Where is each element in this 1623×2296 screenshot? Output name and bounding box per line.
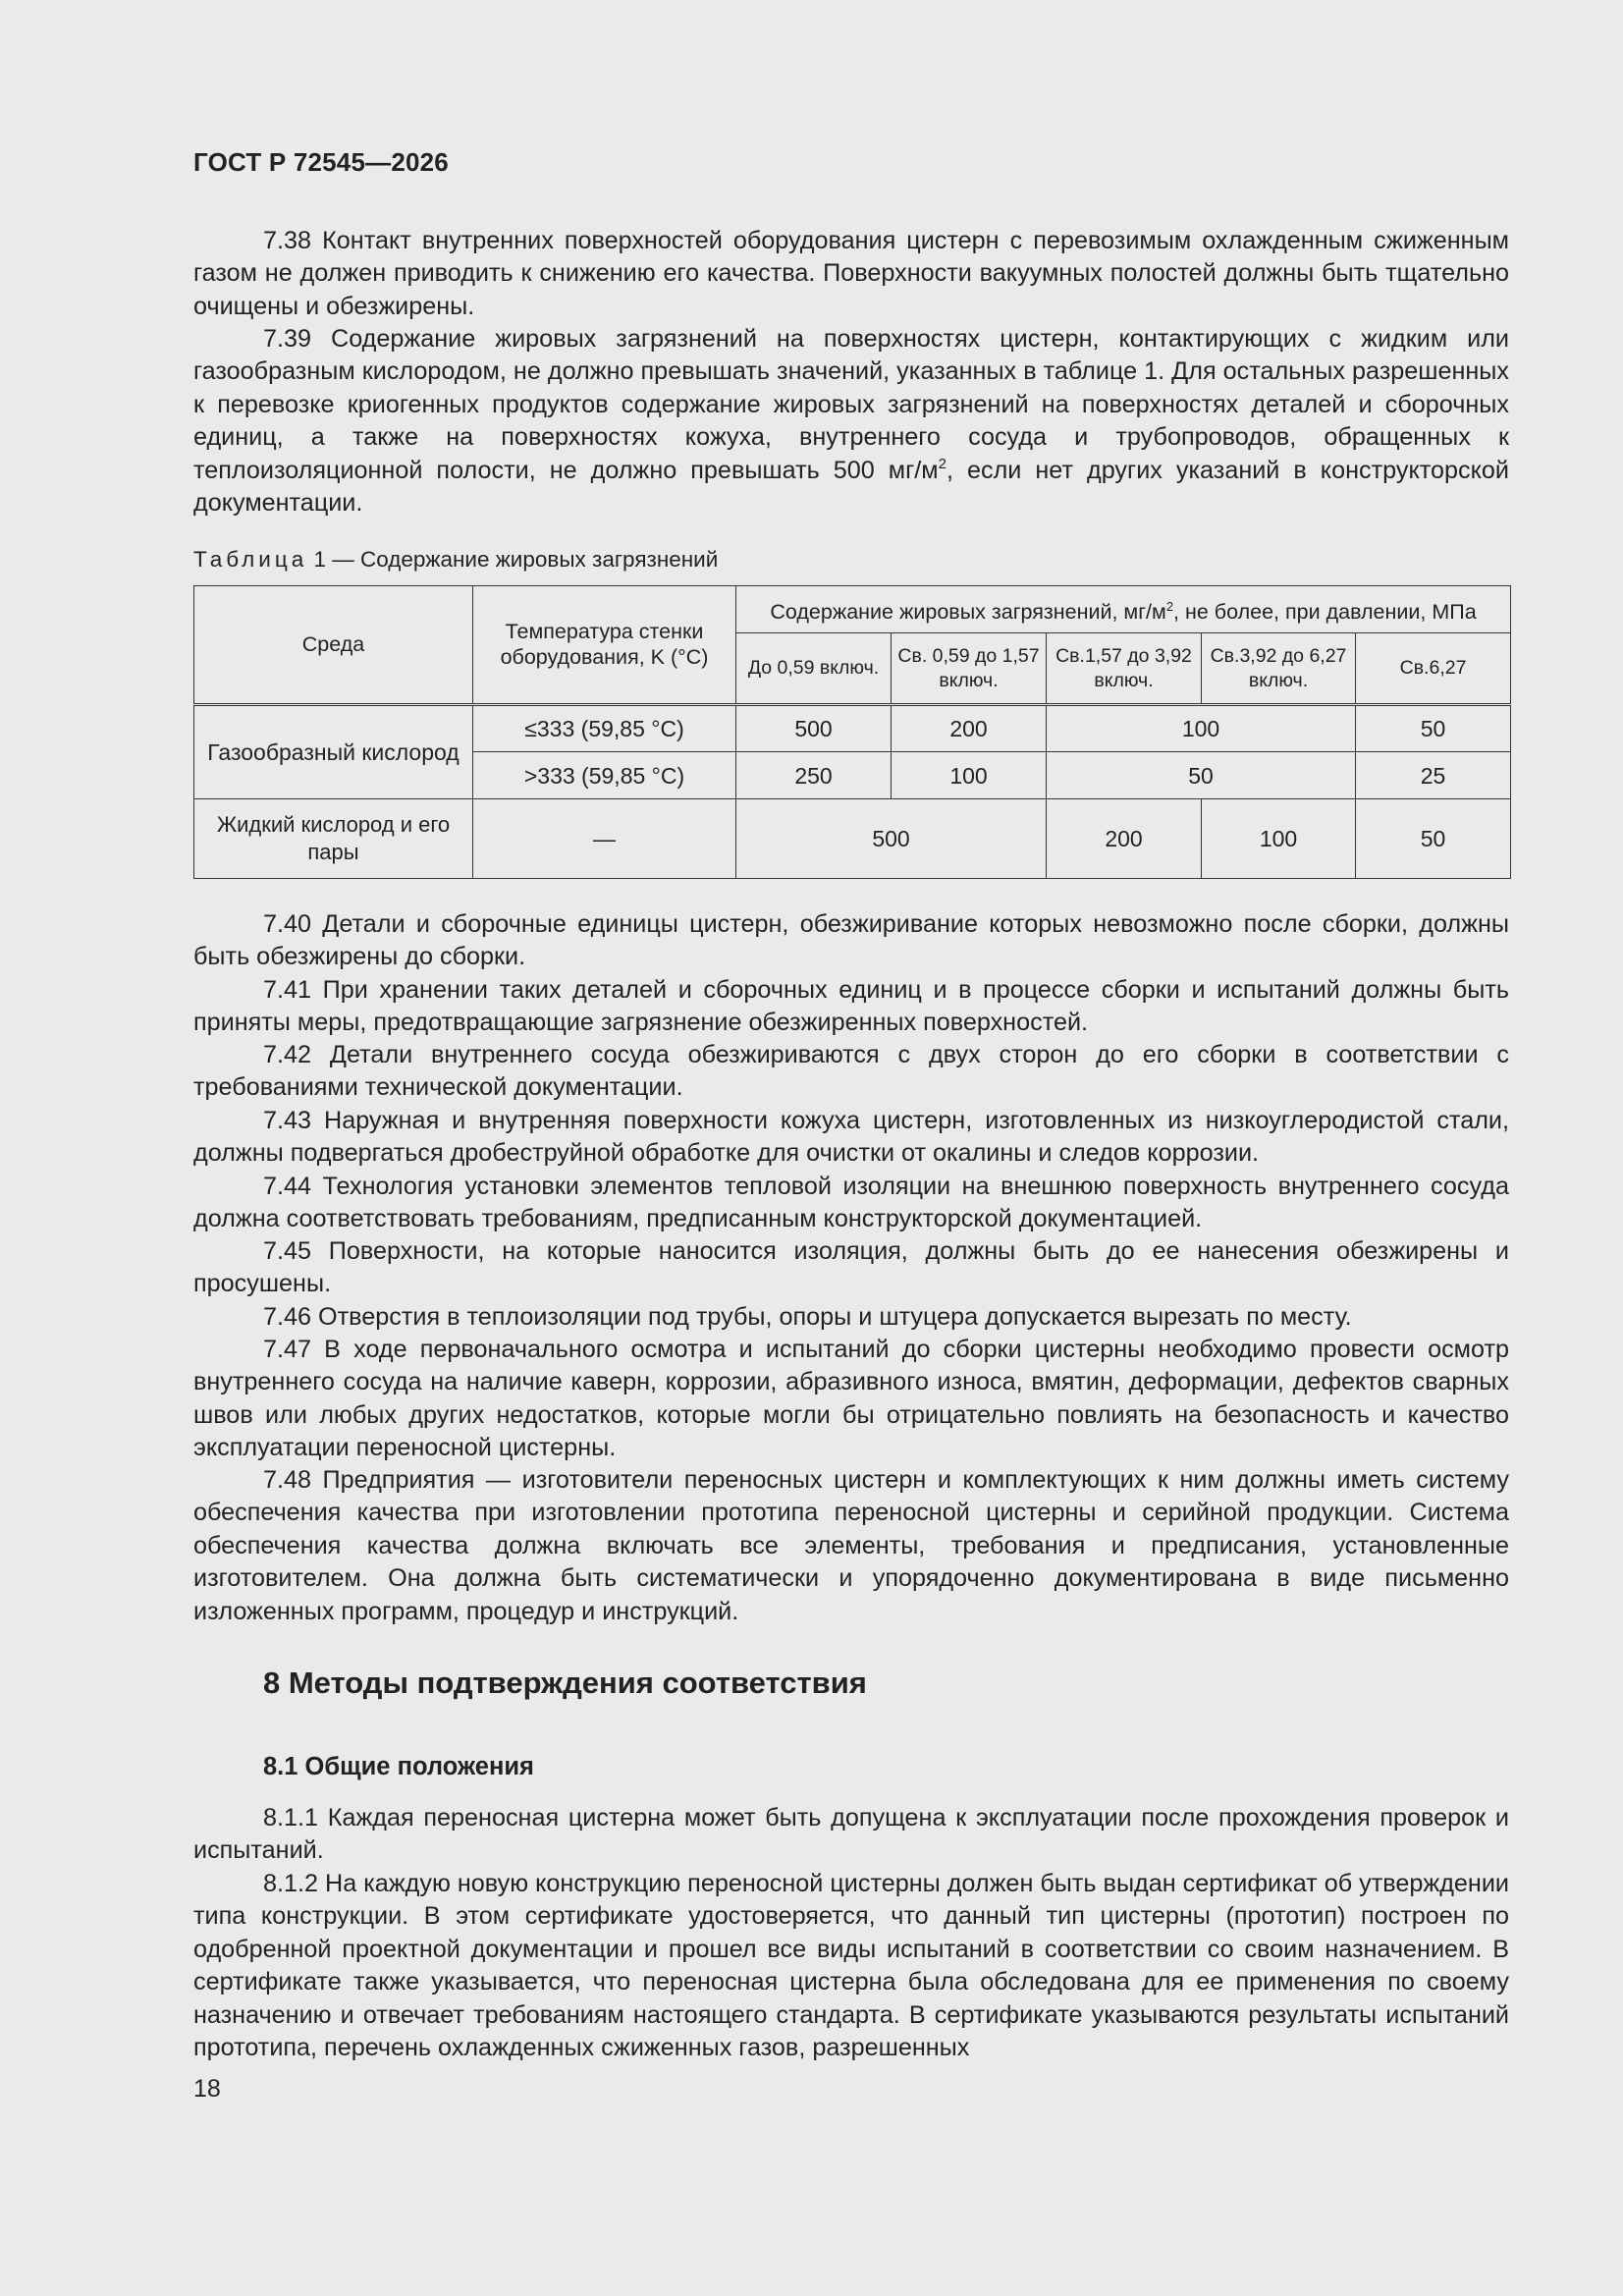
paragraph-7-39-text: 7.39 Содержание жировых загрязнений на поверхностях цистерн, контактирующих с жидким или газообразным кислородом, не должно превышать значений, указанных в таблице 1. Для остальных разрешенных к перевозке криогенных продуктов содержание жировых загрязнений на поверхностях деталей и сборочных единиц, а также на поверхностях кожуха, внутреннего сосуда и трубопроводов, обращенных к теплоизоляционной полости, не должно превышать 500 мг/м bbox=[193, 325, 1509, 484]
header-contamination-text: Содержание жировых загрязнений, мг/м bbox=[770, 600, 1166, 625]
header-contamination-tail: , не более, при давлении, МПа bbox=[1173, 600, 1477, 625]
cell-gas-row1-v1: 500 bbox=[736, 704, 892, 751]
section-8-title: 8 Методы подтверждения соответствия bbox=[263, 1666, 867, 1700]
cell-gas-row1-v34: 100 bbox=[1047, 704, 1356, 751]
cell-gas-row2-v1: 250 bbox=[736, 752, 892, 799]
cell-liquid-v3: 200 bbox=[1047, 799, 1202, 879]
cell-gas-row2-temp: >333 (59,85 °С) bbox=[473, 752, 736, 799]
cell-liquid-v12: 500 bbox=[736, 799, 1047, 879]
fat-contamination-table bbox=[193, 585, 1511, 879]
cell-gas-row1-v2: 200 bbox=[892, 704, 1047, 751]
paragraph-7-41: 7.41 При хранении таких деталей и сборочных единиц и в процессе сборки и испытаний должны быть приняты меры, предотвращающие загрязнение обезжиренных поверхностей. bbox=[193, 976, 1509, 1037]
cell-gas-row2-v2: 100 bbox=[892, 752, 1047, 799]
paragraph-7-47: 7.47 В ходе первоначального осмотра и испытаний до сборки цистерны необходимо провести осмотр внутреннего сосуда на наличие каверн, коррозии, абразивного износа, вмятин, деформации, дефектов сварных швов или любых других недостатков, которые могли бы отрицательно повлиять на безопасность и качество эксплуатации переносной цистерны. bbox=[193, 1336, 1509, 1462]
header-contamination-superscript: 2 bbox=[1165, 599, 1174, 615]
cell-liquid-v4: 100 bbox=[1202, 799, 1356, 879]
table-caption-word: Таблица bbox=[193, 547, 308, 572]
section-8-1-title: 8.1 Общие положения bbox=[263, 1753, 534, 1780]
header-contamination-group bbox=[736, 586, 1511, 633]
paragraph-7-38: 7.38 Контакт внутренних поверхностей оборудования цистерн с перевозимым охлажденным сжиженным газом не должен приводить к снижению его качества. Поверхности вакуумных полостей должны быть тщательно очищены и обезжирены. bbox=[193, 227, 1509, 320]
page-number: 18 bbox=[193, 2075, 221, 2103]
header-pressure-1: До 0,59 включ. bbox=[736, 633, 892, 704]
paragraph-7-39 bbox=[193, 323, 1509, 519]
header-medium: Среда bbox=[194, 586, 473, 705]
header-pressure-2: Св. 0,59 до 1,57 включ. bbox=[892, 633, 1047, 704]
cell-gas-row2-v34: 50 bbox=[1047, 752, 1356, 799]
table-row bbox=[194, 704, 1511, 751]
cell-gas-row1-v5: 50 bbox=[1356, 704, 1511, 751]
table-caption-title: 1 — Содержание жировых загрязнений bbox=[307, 547, 719, 572]
document-header: ГОСТ Р 72545—2026 bbox=[193, 147, 449, 177]
cell-liquid-temp: — bbox=[473, 799, 736, 879]
paragraph-7-40: 7.40 Детали и сборочные единицы цистерн, обезжиривание которых невозможно после сборки, должны быть обезжирены до сборки. bbox=[193, 910, 1509, 971]
paragraph-7-45: 7.45 Поверхности, на которые наносится изоляция, должны быть до ее нанесения обезжирены и просушены. bbox=[193, 1237, 1509, 1298]
header-pressure-5: Св.6,27 bbox=[1356, 633, 1511, 704]
paragraph-8-1-2: 8.1.2 На каждую новую конструкцию переносной цистерны должен быть выдан сертификат об утверждении типа конструкции. В этом сертификате удостоверяется, что данный тип цистерны (прототип) построен по одобренной проектной документации и прошел все виды испытаний в соответствии со своим назначением. В сертификате также указывается, что переносная цистерна была обследована для ее применения по своему назначению и отвечает требованиям настоящего стандарта. В сертификате указываются результаты испытаний прототипа, перечень охлажденных сжиженных газов, разрешенных bbox=[193, 1870, 1509, 2062]
cell-gas-row1-temp: ≤333 (59,85 °С) bbox=[473, 704, 736, 751]
cell-gas-row2-v5: 25 bbox=[1356, 752, 1511, 799]
header-pressure-3: Св.1,57 до 3,92 включ. bbox=[1047, 633, 1202, 704]
paragraph-7-43: 7.43 Наружная и внутренняя поверхности кожуха цистерн, изготовленных из низкоуглеродистой стали, должны подвергаться дробеструйной обработке для очистки от окалины и следов коррозии. bbox=[193, 1107, 1509, 1168]
paragraph-7-48: 7.48 Предприятия — изготовители переносных цистерн и комплектующих к ним должны иметь систему обеспечения качества при изготовлении прототипа переносной цистерны и серийной продукции. Система обеспечения качества должна включать все элементы, требования и предписания, установленные изготовителем. Она должна быть систематически и упорядоченно документирована в виде письменно изложенных программ, процедур и инструкций. bbox=[193, 1466, 1509, 1625]
paragraph-7-46: 7.46 Отверстия в теплоизоляции под трубы, опоры и штуцера допускается вырезать по месту. bbox=[263, 1303, 1352, 1331]
table-row bbox=[194, 799, 1511, 879]
cell-gas-oxygen-label: Газообразный кислород bbox=[194, 704, 473, 799]
header-pressure-4: Св.3,92 до 6,27 включ. bbox=[1202, 633, 1356, 704]
header-temperature: Температура стенки оборудования, K (°С) bbox=[473, 586, 736, 705]
cell-liquid-v5: 50 bbox=[1356, 799, 1511, 879]
paragraph-7-39-superscript: 2 bbox=[938, 455, 947, 472]
table-caption bbox=[193, 545, 718, 574]
cell-liquid-oxygen-label: Жидкий кислород и его пары bbox=[194, 799, 473, 879]
paragraph-7-44: 7.44 Технология установки элементов тепловой изоляции на внешнюю поверхность внутреннего сосуда должна соответствовать требованиям, предписанным конструкторской документацией. bbox=[193, 1173, 1509, 1233]
paragraph-7-39-tail: , если нет других указаний в конструкторской документации. bbox=[193, 456, 1509, 518]
paragraph-7-42: 7.42 Детали внутреннего сосуда обезжириваются с двух сторон до его сборки в соответствии с требованиями технической документации. bbox=[193, 1041, 1509, 1102]
paragraph-8-1-1: 8.1.1 Каждая переносная цистерна может быть допущена к эксплуатации после прохождения проверок и испытаний. bbox=[193, 1804, 1509, 1865]
